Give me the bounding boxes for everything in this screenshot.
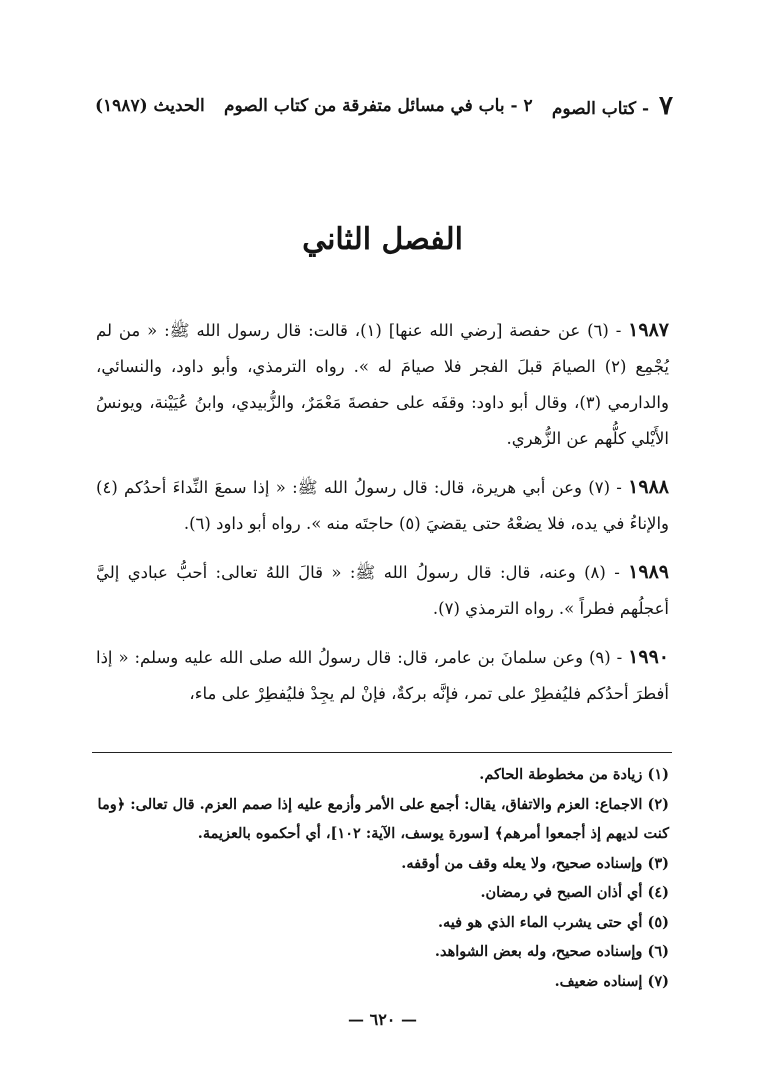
hadith-number: ١٩٨٧ [628,319,669,341]
hadith-text-body [96,312,669,724]
hadith-entry [96,469,669,542]
header-hadith-range: الحديث (١٩٨٧) [95,96,205,116]
hadith-number: ١٩٨٩ [628,561,669,583]
hadith-text: - (٧) وعن أبي هريرة، قال: قال رسولُ الله ﷺ: « إذا سمعَ النِّداءَ أحدُكم (٤) والإناءُ في يده، فلا يضعْهُ حتى يقضيَ (٥) حاجتَه منه ». رواه أبو داود (٦). [96,478,669,533]
hadith-number: ١٩٩٠ [628,646,669,668]
footnote: (١) زيادة من مخطوطة الحاكم. [479,766,669,783]
footnote: (٣) وإسناده صحيح، ولا يعله وقف من أوقفه. [401,854,669,872]
hadith-entry [96,554,669,627]
running-header [95,86,673,126]
footnotes [96,760,669,996]
hadith-text: - (٦) عن حفصة [رضي الله عنها] (١)، قالت: قال رسول الله ﷺ: « من لم يُجْمِع (٢) الصيامَ قبلَ الفجر فلا صيامَ له ». رواه الترمذي، وأبو داود، والنسائي، والدارمي (٣)، وقال أبو داود: وقفَه على حفصةَ مَعْمَرٌ، والزُّبيدي، وابنُ عُيَيْنة، ويونسُ الأَيْلي كلُّهم عن الزُّهري. [96,321,669,448]
page-number: — ٦٢٠ — [348,1010,417,1029]
header-chapter: ٢ - باب في مسائل متفرقة من كتاب الصوم [223,96,533,116]
footnote-divider [92,752,672,753]
hadith-number: ١٩٨٨ [628,476,669,498]
header-book-name: - كتاب الصوم [551,99,650,119]
footnote: (٧) إسناده ضعيف. [554,972,669,990]
hadith-text: - (٨) وعنه، قال: قال رسولُ الله ﷺ: « قالَ اللهُ تعالى: أحبُّ عبادي إليَّ أعجلُهم فطراً ». رواه الترمذي (٧). [96,563,669,618]
footnote: (٥) أي حتى يشرب الماء الذي هو فيه. [437,913,669,931]
section-title: الفصل الثاني [302,222,463,257]
footnote: (٢) الاجماع: العزم والاتفاق، يقال: أجمع على الأمر وأزمع عليه إذا صمم العزم. قال تعالى: ﴿وما كنت لديهم إذ أجمعوا أمرهم﴾ [سورة يوسف، الآية: ١٠٢]، أي أحكموه بالعزيمة. [97,795,669,842]
header-book-number: ٧ [659,91,673,121]
footnote: (٦) وإسناده صحيح، وله بعض الشواهد. [434,943,669,960]
footnote: (٤) أي أذان الصبح في رمضان. [480,884,669,901]
header-book [552,91,673,121]
hadith-entry [96,639,669,712]
hadith-entry [96,312,669,457]
hadith-text: - (٩) وعن سلمانَ بن عامر، قال: قال رسولُ الله صلى الله عليه وسلم: « إذا أفطرَ أحدُكم فليُفطِرْ على تمر، فإنَّه بركةٌ، فإنْ لم يجِدْ فليُفطِرْ على ماء، [96,648,669,703]
